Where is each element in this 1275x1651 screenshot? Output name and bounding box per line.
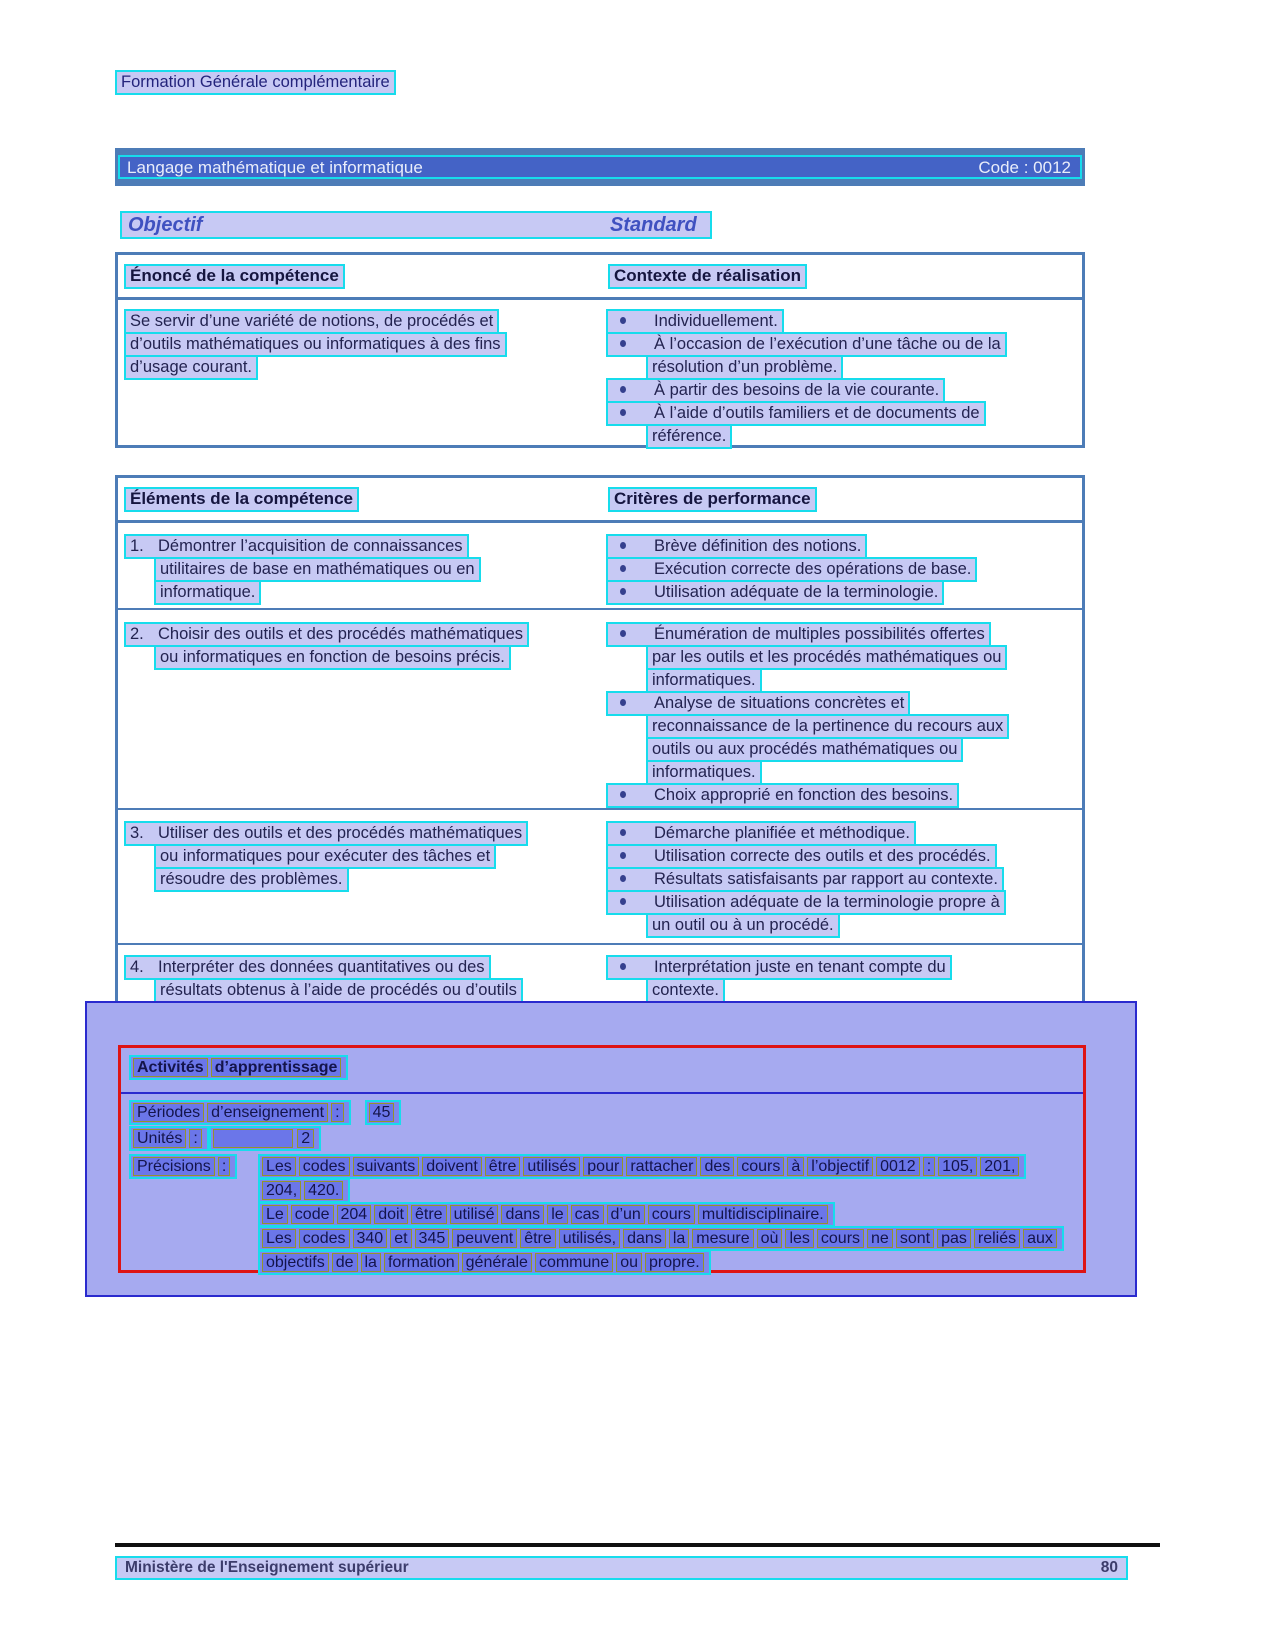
element-line: 4. Interpréter des données quantitatives ou des <box>124 955 523 978</box>
course-title: Langage mathématique et informatique <box>127 157 423 177</box>
element-line: utilitaires de base en mathématiques ou en <box>154 557 481 580</box>
criteria-line: Démarche planifiée et méthodique. <box>606 821 1006 844</box>
criteria-line: Utilisation correcte des outils et des procédés. <box>606 844 1006 867</box>
activities-outer-box <box>85 1001 1137 1297</box>
periods-value: 45 <box>369 1103 395 1122</box>
competence-table-body <box>118 300 1082 445</box>
element-column <box>124 622 529 668</box>
title-bar <box>115 148 1085 186</box>
precisions-label: Précisions : <box>129 1154 237 1179</box>
table1-header-right: Contexte de réalisation <box>608 264 807 289</box>
bullet-icon <box>620 963 626 970</box>
criteria-line: Utilisation adéquate de la terminologie propre à <box>606 890 1006 913</box>
footer-bar <box>115 1556 1128 1580</box>
criteria-line: Utilisation adéquate de la terminologie. <box>606 580 977 603</box>
competence-table <box>115 252 1085 448</box>
criteria-line: contexte. <box>646 978 1003 1001</box>
units-label: Unités : <box>129 1126 209 1151</box>
bullet-icon <box>620 898 626 905</box>
criteria-line: un outil ou à un procédé. <box>646 913 1006 936</box>
table2-header-left: Éléments de la compétence <box>124 487 359 512</box>
bullet-icon <box>620 386 626 393</box>
element-line: résoudre des problèmes. <box>154 867 528 890</box>
bullet-icon <box>620 317 626 324</box>
table1-header-left: Énoncé de la compétence <box>124 264 345 289</box>
element-line: ou informatiques en fonction de besoins précis. <box>154 645 529 668</box>
element-line: 1. Démontrer l’acquisition de connaissances <box>124 534 481 557</box>
criteria-line: Brève définition des notions. <box>606 534 977 557</box>
criteria-line: Énumération de multiples possibilités offertes <box>606 622 1009 645</box>
context-line: résolution d’un problème. <box>646 355 1007 378</box>
statement-line: d’outils mathématiques ou informatiques à des fins <box>124 332 507 355</box>
criteria-line: informatiques. <box>646 760 1009 783</box>
element-line: ou informatiques pour exécuter des tâches et <box>154 844 528 867</box>
criteria-line: Résultats satisfaisants par rapport au contexte. <box>606 867 1006 890</box>
element-line: résultats obtenus à l’aide de procédés ou d’outils <box>154 978 523 1001</box>
bullet-icon <box>620 542 626 549</box>
element-row-3 <box>118 808 1082 943</box>
criteria-column <box>606 622 1009 806</box>
units-value-box <box>209 1126 321 1151</box>
activities-section <box>118 1045 1086 1273</box>
precisions-line: Le code 204 doit être utilisé dans le cas d’un cours multidisciplinaire. <box>258 1202 1064 1226</box>
element-line: informatique. <box>154 580 481 603</box>
criteria-line: Interprétation juste en tenant compte du <box>606 955 1003 978</box>
context-line: À partir des besoins de la vie courante. <box>606 378 1007 401</box>
criteria-column <box>606 821 1006 936</box>
context-line: référence. <box>646 424 1007 447</box>
criteria-line: par les outils et les procédés mathématiques ou <box>646 645 1009 668</box>
title-bar-highlight <box>118 155 1082 179</box>
precisions-line: objectifs de la formation générale commune ou propre. <box>258 1250 1064 1274</box>
bullet-icon <box>620 409 626 416</box>
elements-table-header <box>118 478 1082 523</box>
bullet-icon <box>620 852 626 859</box>
criteria-column <box>606 534 977 603</box>
bullet-icon <box>620 791 626 798</box>
criteria-line: Choix approprié en fonction des besoins. <box>606 783 1009 806</box>
criteria-line: reconnaissance de la pertinence du recours aux <box>646 714 1009 737</box>
precisions-line: 204, 420. <box>258 1178 1064 1202</box>
activities-divider <box>121 1092 1083 1094</box>
element-row-2 <box>118 608 1082 808</box>
element-column <box>124 821 528 890</box>
bullet-icon <box>620 340 626 347</box>
criteria-line: outils ou aux procédés mathématiques ou <box>646 737 1009 760</box>
objectif-heading: Objectif <box>128 214 203 236</box>
criteria-line: informatiques. <box>646 668 1009 691</box>
statement-line: Se servir d’une variété de notions, de procédés et <box>124 309 507 332</box>
precisions-line: Les codes 340 et 345 peuvent être utilisés, dans la mesure où les cours ne sont pas reliés aux <box>258 1226 1064 1250</box>
periods-value-box <box>365 1100 402 1125</box>
competence-table-header <box>118 255 1082 300</box>
element-column <box>124 534 481 603</box>
element-line: 3. Utiliser des outils et des procédés mathématiques <box>124 821 528 844</box>
element-line: 2. Choisir des outils et des procédés mathématiques <box>124 622 529 645</box>
course-code: Code : 0012 <box>978 157 1071 177</box>
context-line: Individuellement. <box>606 309 1007 332</box>
units-spacer-box <box>213 1129 293 1148</box>
activities-title: Activités d’apprentissage <box>129 1055 348 1080</box>
standard-heading: Standard <box>610 214 697 236</box>
context-line: À l’aide d’outils familiers et de documents de <box>606 401 1007 424</box>
footer-ministry: Ministère de l'Enseignement supérieur <box>125 1559 409 1576</box>
document-category-label: Formation Générale complémentaire <box>115 70 396 95</box>
precisions-text-block <box>258 1154 1064 1274</box>
criteria-line: Analyse de situations concrètes et <box>606 691 1009 714</box>
statement-column <box>124 309 507 378</box>
units-row <box>129 1126 321 1151</box>
bullet-icon <box>620 829 626 836</box>
bullet-icon <box>620 630 626 637</box>
bullet-icon <box>620 875 626 882</box>
criteria-line: Exécution correcte des opérations de base. <box>606 557 977 580</box>
precisions-line: Les codes suivants doivent être utilisés pour rattacher des cours à l’objectif 0012 : 105, 201, <box>258 1154 1064 1178</box>
footer-rule <box>115 1543 1160 1547</box>
bullet-icon <box>620 565 626 572</box>
footer-page-number: 80 <box>1100 1559 1118 1576</box>
units-value: 2 <box>297 1129 314 1148</box>
periods-row <box>129 1100 401 1125</box>
elements-table <box>115 475 1085 1024</box>
bullet-icon <box>620 588 626 595</box>
precisions-label-row <box>129 1154 237 1179</box>
context-column <box>606 309 1007 447</box>
bullet-icon <box>620 699 626 706</box>
periods-label: Périodes d’enseignement : <box>129 1100 351 1125</box>
element-row-1 <box>118 523 1082 608</box>
table2-header-right: Critères de performance <box>608 487 817 512</box>
section-heading-row <box>120 211 712 239</box>
context-line: À l’occasion de l’exécution d’une tâche ou de la <box>606 332 1007 355</box>
statement-line: d’usage courant. <box>124 355 507 378</box>
